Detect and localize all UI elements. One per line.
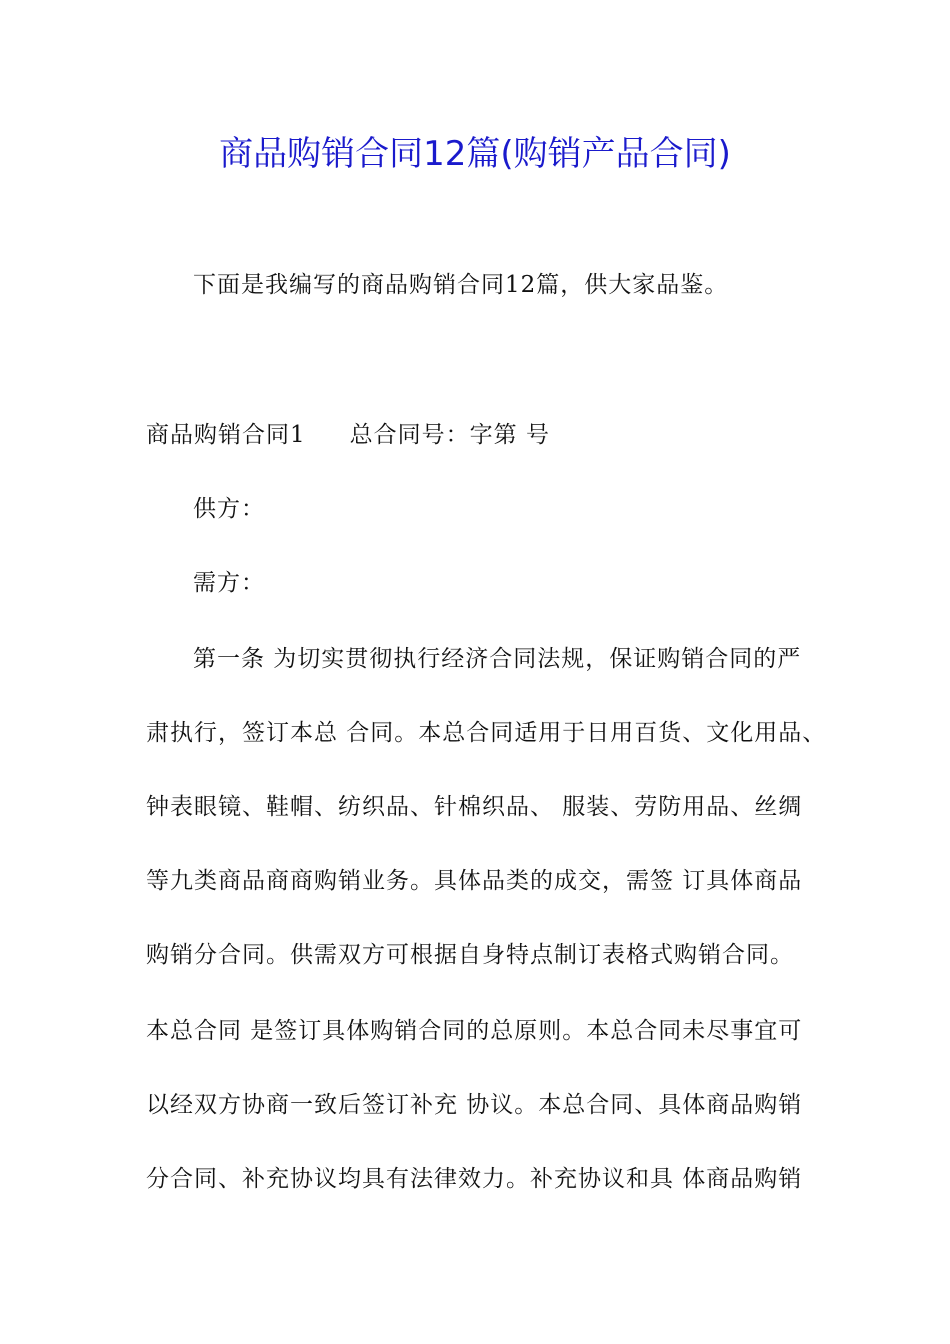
supplier-label: 供方： xyxy=(193,496,265,522)
body-line: 以经双方协商一致后签订补充 协议。本总合同、具体商品购销 xyxy=(146,1092,803,1118)
body-line: 购销分合同。供需双方可根据自身特点制订表格式购销合同。 xyxy=(146,942,794,968)
body-line: 分合同、补充协议均具有法律效力。补充协议和具 体商品购销 xyxy=(146,1166,803,1192)
contract-heading-line xyxy=(146,420,550,450)
body-line: 钟表眼镜、鞋帽、纺织品、针棉织品、 服装、劳防用品、丝绸 xyxy=(146,794,803,820)
document-title: 商品购销合同12篇(购销产品合同) xyxy=(219,134,731,174)
intro-paragraph: 下面是我编写的商品购销合同12篇，供大家品鉴。 xyxy=(193,272,729,298)
contract-number: 总合同号：字第 号 xyxy=(349,422,550,448)
article-one-line: 第一条 为切实贯彻执行经济合同法规，保证购销合同的严 xyxy=(193,646,802,672)
body-line: 肃执行，签订本总 合同。本总合同适用于日用百货、文化用品、 xyxy=(146,720,827,746)
body-line: 等九类商品商商购销业务。具体品类的成交，需签 订具体商品 xyxy=(146,868,803,894)
contract-heading: 商品购销合同1 xyxy=(146,422,306,448)
buyer-label: 需方： xyxy=(193,570,265,596)
body-line: 本总合同 是签订具体购销合同的总原则。本总合同未尽事宜可 xyxy=(146,1018,803,1044)
